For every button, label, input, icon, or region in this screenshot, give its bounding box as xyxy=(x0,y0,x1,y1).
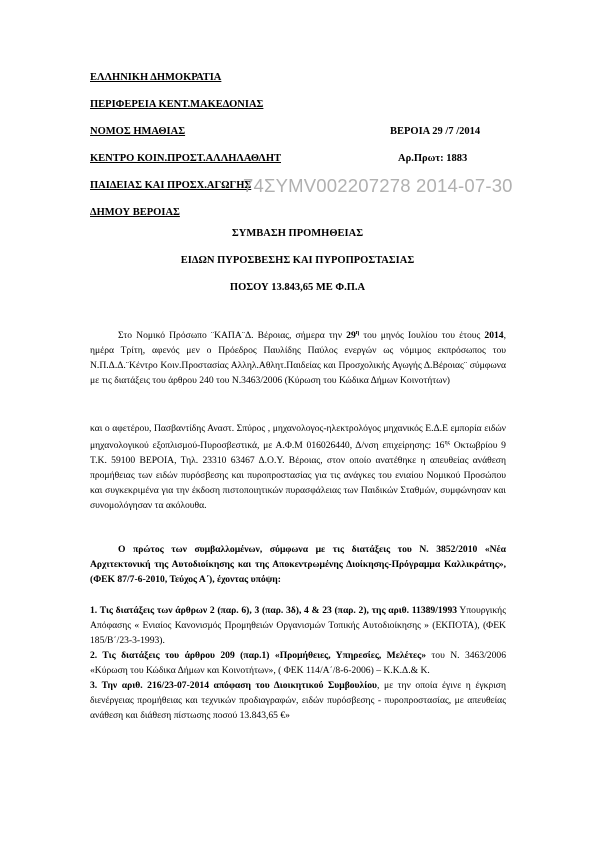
header-organization-cont: ΠΑΙΔΕΙΑΣ ΚΑΙ ΠΡΟΣΧ.ΑΓΩΓΗΣ xyxy=(90,180,252,191)
p1-text-b: του μηνός Ιουλίου του έτους xyxy=(359,330,485,342)
intro-paragraph xyxy=(90,326,506,388)
item3-bold: 3. Την αριθ. 216/23-07-2014 απόφαση του Διοικητικού Συμβουλίου xyxy=(90,680,377,691)
p2-text-a: και ο αφετέρου, Πασβαντίδης Αναστ. Σπύρος , μηχανολογος-ηλεκτρολόγος μηχανικός Ε.Δ.Ε εμπορία ειδών μηχανολογικού εξοπλισμού-Πυροσβεστικά, με Α.Φ.Μ 016026440, Δ/νση επιχείρησης: 16 xyxy=(90,423,506,452)
header-place-date: ΒΕΡΟΙΑ 29 /7 /2014 xyxy=(390,126,481,137)
legal-basis-paragraph xyxy=(90,542,506,587)
item3-text: , με την οποία έγινε η έγκριση διενέργειας προμήθειας και τεχνικών προδιαγραφών, ειδών πυρόσβεσης - πυροπροστασίας, με απευθείας ανάθεση και διάθεση πίστωσης ποσού 13.843,65 €» xyxy=(90,680,506,721)
item1-text: Υπουργικής Απόφασης « Ενιαίος Κανονισμός Προμηθειών Οργανισμών Τοπικής Αυτοδιοίκησης » (ΕΚΠΟΤΑ), (ΦΕΚ 185/Β΄/23-3-1993). xyxy=(90,605,506,646)
list-item xyxy=(90,678,506,723)
contract-title: ΣΥΜΒΑΣΗ ΠΡΟΜΗΘΕΙΑΣ xyxy=(231,228,364,239)
p1-text-c: , ημέρα Τρίτη, αφενός μεν ο Πρόεδρος Παυλίδης Παύλος ενεργών ως νόμιμος εκπρόσωπος του Ν.Π.Δ.Δ.¨Κέντρο Κοιν.Προστασίας Αλληλ.Αθλητ.Παιδείας και Προσχολικής Αγωγής Δ.Βέροιας¨ σύμφωνα με τις διατάξεις του άρθρου 240 του Ν.3463/2006 (Κύρωση του Κώδικα Δήμων Κοινοτήτων) xyxy=(90,330,506,387)
header-protocol-number: Αρ.Πρωτ: 1883 xyxy=(398,153,468,164)
ada-watermark: 74ΣΥΜV002207278 2014-07-30 xyxy=(243,175,513,196)
contract-amount: ΠΟΣΟΥ 13.843,65 ΜΕ Φ.Π.Α xyxy=(229,282,366,293)
p1-year: 2014 xyxy=(484,330,504,342)
p1-text-a: Στο Νομικό Πρόσωπο ¨ΚΑΠΑ¨Δ. Βέροιας, σήμερα την xyxy=(118,330,347,342)
header-organization: ΚΕΝΤΡΟ ΚΟΙΝ.ΠΡΟΣΤ.ΑΛΛΗΛΑΘΛΗΤ xyxy=(90,153,281,164)
item1-bold: 1. Τις διατάξεις των άρθρων 2 (παρ. 6), 3 (παρ. 3δ), 4 & 23 (παρ. 2), της αριθ. 11389/1993 xyxy=(90,605,458,616)
p1-day: 29 xyxy=(346,330,356,342)
p2-suffix: ης xyxy=(444,440,450,446)
legal-basis-text: Ο πρώτος των συμβαλλομένων, σύμφωνα με τις διατάξεις του Ν. 3852/2010 «Νέα Αρχιτεκτονική της Αυτοδιοίκησης και της Αποκεντρωμένης Διοίκησης-Πρόγραμμα Καλλικράτης», (ΦΕΚ 87/7-6-2010, Τεύχος Α΄), έχοντας υπόψη: xyxy=(90,544,506,585)
header-country: ΕΛΛΗΝΙΚΗ ΔΗΜΟΚΡΑΤΙΑ xyxy=(90,72,222,83)
item2-text: του Ν. 3463/2006 «Κύρωση του Κώδικα Δήμων και Κοινοτήτων», ( ΦΕΚ 114/Α΄/8-6-2006) – Κ.Κ.Δ.& Κ. xyxy=(90,650,506,676)
header-region: ΠΕΡΙΦΕΡΕΙΑ ΚΕΝΤ.ΜΑΚΕΔΟΝΙΑΣ xyxy=(90,99,264,110)
considerations-list xyxy=(90,603,506,723)
contract-subject: ΕΙΔΩΝ ΠΥΡΟΣΒΕΣΗΣ ΚΑΙ ΠΥΡΟΠΡΟΣΤΑΣΙΑΣ xyxy=(180,255,415,266)
list-item xyxy=(90,648,506,678)
list-item xyxy=(90,603,506,648)
p1-day-suffix: η xyxy=(355,330,360,336)
item2-bold: 2. Τις διατάξεις του άρθρου 209 (παρ.1) «Προμήθειες, Υπηρεσίες, Μελέτες» xyxy=(90,650,427,661)
p2-text-b: Οκτωβρίου 9 Τ.Κ. 59100 ΒΕΡΟΙΑ, Τηλ. 23310 63467 Δ.Ο.Υ. Βέροιας, στον οποίο ανατέθηκε η απευθείας ανάθεση προμήθειας των ειδών πυρόσβεσης και πυροπροστασίας για τις ανάγκες του ενιαίου Νομικού Προσώπου και συγκεκριμένα για την έκδοση πιστοποιητικών πυρασφάλειας των Παιδικών Σταθμών, συμφώνησαν και συνομολόγησαν τα ακόλουθα. xyxy=(90,440,506,512)
contractor-paragraph xyxy=(90,421,506,513)
header-municipality: ΔΗΜΟΥ ΒΕΡΟΙΑΣ xyxy=(90,207,180,218)
header-prefecture: ΝΟΜΟΣ ΗΜΑΘΙΑΣ xyxy=(90,126,186,137)
